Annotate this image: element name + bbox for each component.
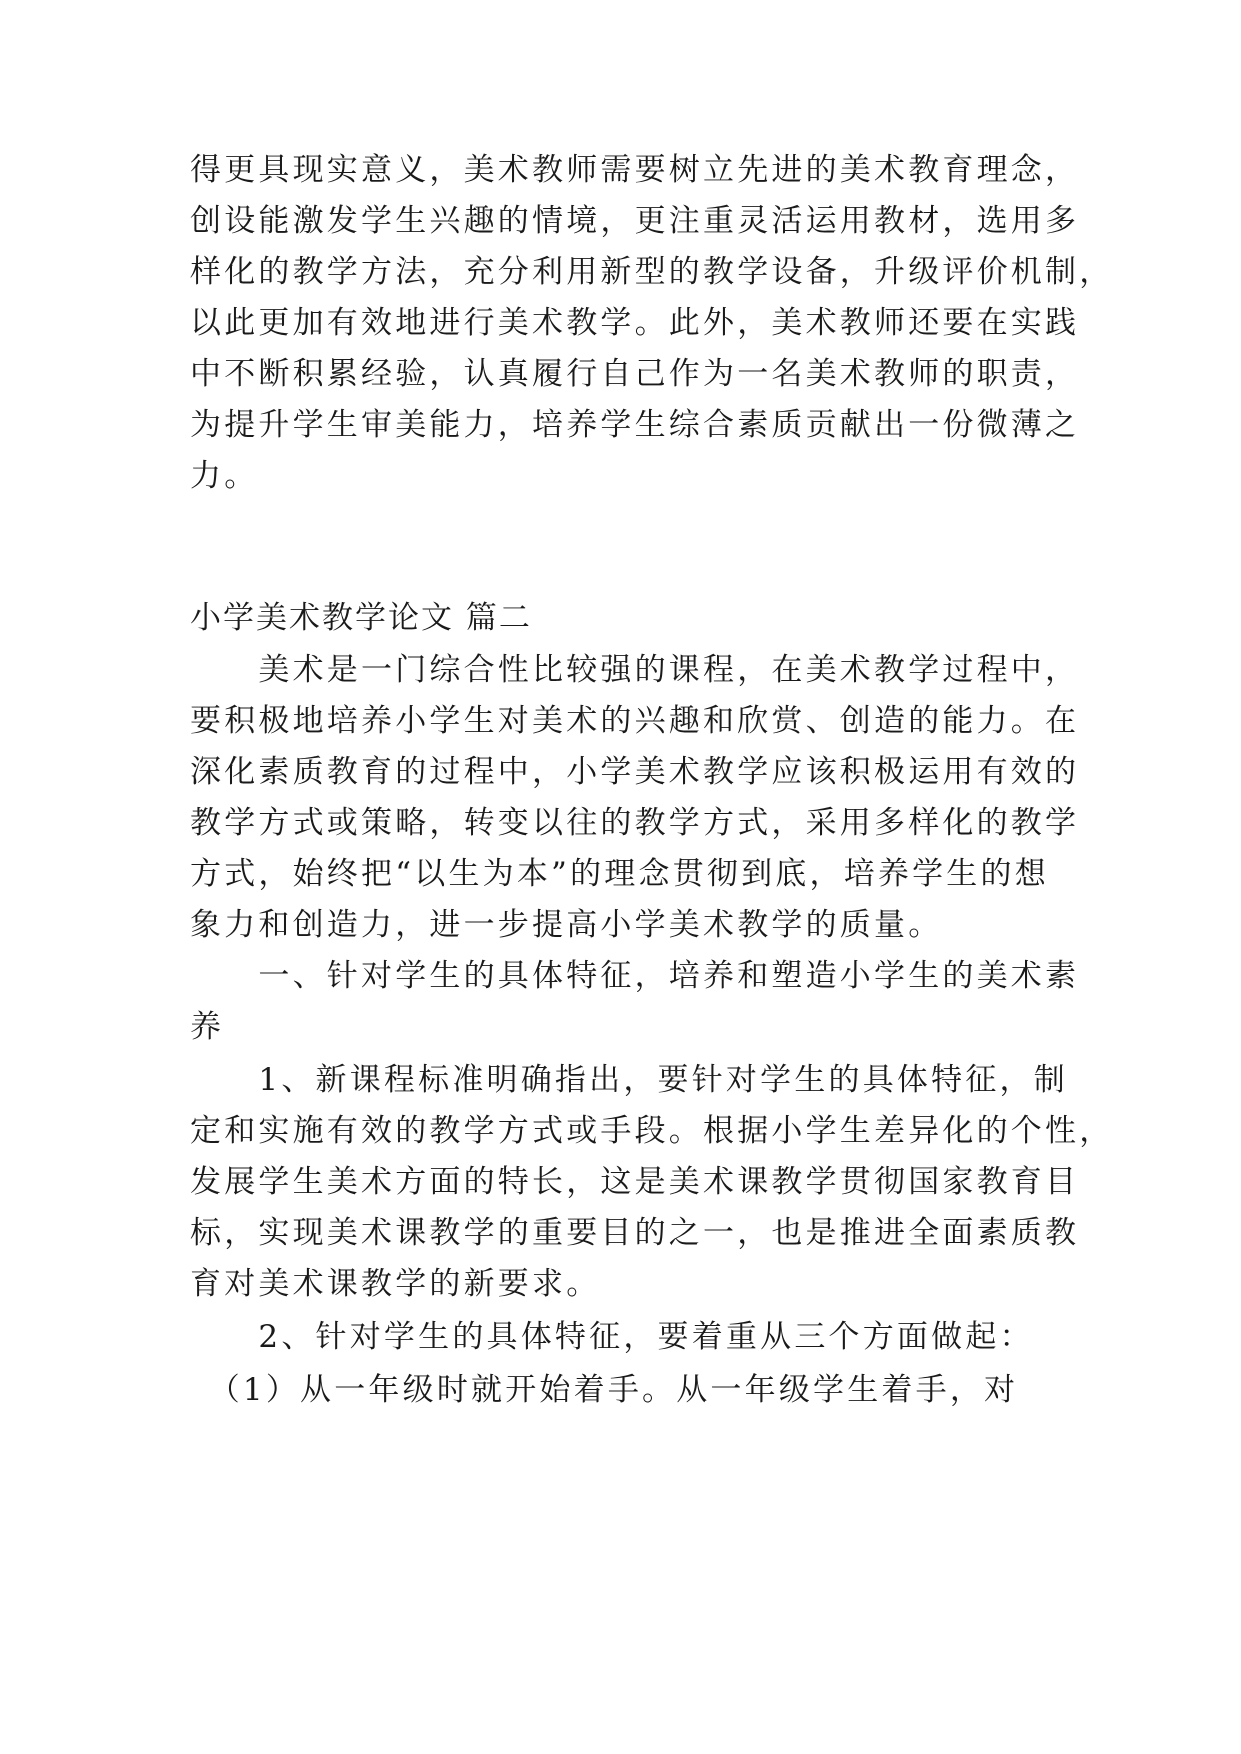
text-line: 样化的教学方法，充分利用新型的教学设备，升级评价机制， [190, 254, 1114, 290]
text-line: 以此更加有效地进行美术教学。此外，美术教师还要在实践 [190, 305, 1080, 341]
text-line: 方式，始终把“以生为本”的理念贯彻到底，培养学生的想 [190, 856, 1049, 892]
text-line: 中不断积累经验，认真履行自己作为一名美术教师的职责， [190, 356, 1080, 392]
text-line: 为提升学生审美能力，培养学生综合素质贡献出一份微薄之 [190, 407, 1080, 443]
text-line: 标，实现美术课教学的重要目的之一，也是推进全面素质教 [190, 1215, 1080, 1251]
text-line: 创设能激发学生兴趣的情境，更注重灵活运用教材，选用多 [190, 203, 1080, 239]
text-line: 养 [190, 1009, 225, 1045]
text-line: 一、针对学生的具体特征，培养和塑造小学生的美术素 [190, 958, 1080, 994]
text-line: 发展学生美术方面的特长，这是美术课教学贯彻国家教育目 [190, 1164, 1080, 1200]
text-line: 2、针对学生的具体特征，要着重从三个方面做起： [190, 1319, 1034, 1355]
text-line: 1、新课程标准明确指出，要针对学生的具体特征，制 [190, 1062, 1068, 1098]
text-line: 教学方式或策略，转变以往的教学方式，采用多样化的教学 [190, 805, 1080, 841]
text-line: 育对美术课教学的新要求。 [190, 1266, 601, 1302]
text-line: 定和实施有效的教学方式或手段。根据小学生差异化的个性， [190, 1113, 1114, 1149]
section-title: 小学美术教学论文 篇二 [190, 600, 532, 636]
text-line: 象力和创造力，进一步提高小学美术教学的质量。 [190, 907, 943, 943]
text-line: 要积极地培养小学生对美术的兴趣和欣赏、创造的能力。在 [190, 703, 1080, 739]
text-line: 力。 [190, 458, 259, 494]
text-line: （1）从一年级时就开始着手。从一年级学生着手，对 [190, 1372, 1019, 1408]
text-line: 得更具现实意义，美术教师需要树立先进的美术教育理念， [190, 152, 1080, 188]
text-line: 美术是一门综合性比较强的课程，在美术教学过程中， [190, 652, 1080, 688]
text-line: 深化素质教育的过程中，小学美术教学应该积极运用有效的 [190, 754, 1080, 790]
